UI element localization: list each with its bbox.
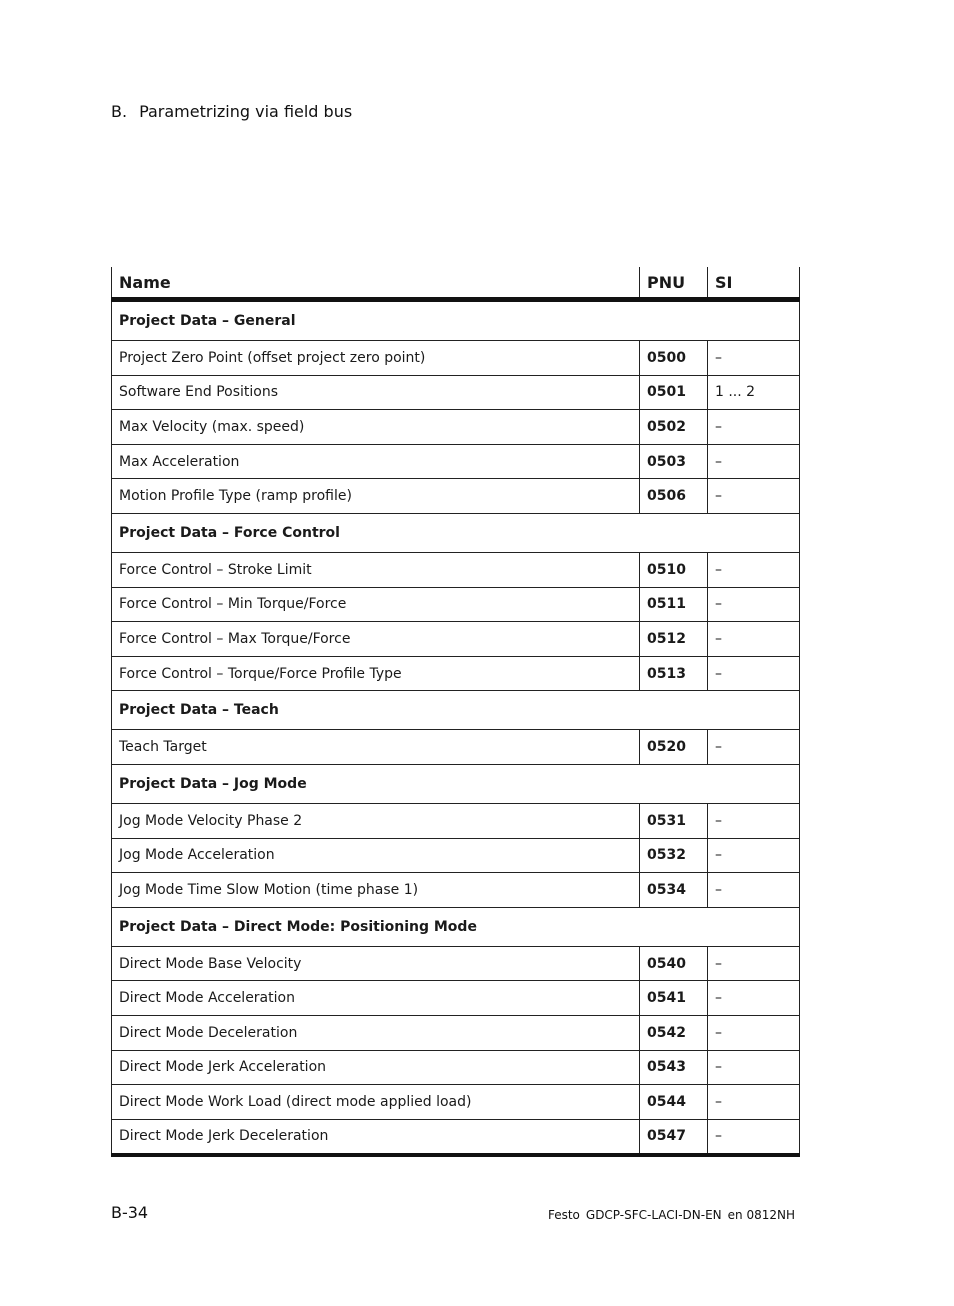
group-title: Project Data – General [112,300,800,341]
group-title: Project Data – Teach [112,691,800,730]
table-row [112,1119,800,1155]
page-number: B-34 [111,1203,149,1222]
table-row [112,873,800,908]
cell-si: – [708,803,800,838]
cell-name: Jog Mode Velocity Phase 2 [112,803,640,838]
table-body [112,300,800,1156]
cell-name: Force Control – Stroke Limit [112,552,640,587]
cell-si: – [708,341,800,376]
table-row [112,410,800,445]
cell-name: Motion Profile Type (ramp profile) [112,479,640,514]
cell-name: Direct Mode Jerk Deceleration [112,1119,640,1155]
cell-pnu: 0512 [640,622,708,657]
cell-si: 1 ... 2 [708,375,800,410]
cell-name: Project Zero Point (offset project zero point) [112,341,640,376]
cell-si: – [708,479,800,514]
cell-si: – [708,838,800,873]
cell-si: – [708,656,800,691]
cell-name: Jog Mode Acceleration [112,838,640,873]
parameter-table [111,267,800,1157]
cell-si: – [708,1050,800,1085]
cell-pnu: 0502 [640,410,708,445]
cell-si: – [708,587,800,622]
cell-si: – [708,410,800,445]
cell-name: Direct Mode Deceleration [112,1015,640,1050]
table-group-row [112,691,800,730]
cell-si: – [708,981,800,1016]
cell-pnu: 0500 [640,341,708,376]
table-row [112,981,800,1016]
cell-pnu: 0513 [640,656,708,691]
cell-pnu: 0544 [640,1085,708,1120]
table-header-row [112,267,800,300]
footer-company: Festo [547,1208,580,1222]
section-title: Parametrizing via field bus [139,102,353,121]
table-row [112,341,800,376]
cell-si: – [708,1119,800,1155]
cell-name: Direct Mode Base Velocity [112,946,640,981]
cell-si: – [708,1015,800,1050]
table-row [112,656,800,691]
cell-pnu: 0531 [640,803,708,838]
cell-name: Jog Mode Time Slow Motion (time phase 1) [112,873,640,908]
cell-pnu: 0520 [640,730,708,765]
cell-pnu: 0503 [640,444,708,479]
section-letter: B. [111,102,128,121]
cell-pnu: 0506 [640,479,708,514]
cell-name: Direct Mode Acceleration [112,981,640,1016]
cell-name: Force Control – Max Torque/Force [112,622,640,657]
column-header-name: Name [112,267,640,300]
group-title: Project Data – Force Control [112,513,800,552]
cell-pnu: 0511 [640,587,708,622]
cell-si: – [708,730,800,765]
table-row [112,587,800,622]
footer-edition: en 0812NH [727,1208,795,1222]
table-row [112,1050,800,1085]
table-group-row [112,764,800,803]
table-row [112,838,800,873]
table-row [112,444,800,479]
cell-pnu: 0540 [640,946,708,981]
table-row [112,1015,800,1050]
table-row [112,1085,800,1120]
cell-si: – [708,552,800,587]
table-row [112,552,800,587]
cell-si: – [708,622,800,657]
table-row [112,375,800,410]
group-title: Project Data – Direct Mode: Positioning Mode [112,907,800,946]
cell-pnu: 0542 [640,1015,708,1050]
table-group-row [112,907,800,946]
cell-name: Software End Positions [112,375,640,410]
cell-si: – [708,946,800,981]
table-row [112,946,800,981]
table-group-row [112,300,800,341]
cell-name: Teach Target [112,730,640,765]
table-row [112,803,800,838]
cell-name: Force Control – Torque/Force Profile Type [112,656,640,691]
table-row [112,622,800,657]
group-title: Project Data – Jog Mode [112,764,800,803]
footer-doc-info [542,1208,795,1222]
cell-si: – [708,1085,800,1120]
cell-pnu: 0501 [640,375,708,410]
cell-name: Max Acceleration [112,444,640,479]
cell-name: Direct Mode Work Load (direct mode applied load) [112,1085,640,1120]
cell-si: – [708,873,800,908]
cell-pnu: 0510 [640,552,708,587]
cell-si: – [708,444,800,479]
column-header-pnu: PNU [640,267,708,300]
cell-pnu: 0532 [640,838,708,873]
table-group-row [112,513,800,552]
cell-pnu: 0547 [640,1119,708,1155]
cell-pnu: 0541 [640,981,708,1016]
section-header [111,102,352,121]
table-row [112,479,800,514]
footer-doc-id: GDCP-SFC-LACI-DN-EN [585,1208,722,1222]
column-header-si: SI [708,267,800,300]
cell-name: Direct Mode Jerk Acceleration [112,1050,640,1085]
table-row [112,730,800,765]
cell-pnu: 0534 [640,873,708,908]
cell-pnu: 0543 [640,1050,708,1085]
cell-name: Max Velocity (max. speed) [112,410,640,445]
cell-name: Force Control – Min Torque/Force [112,587,640,622]
